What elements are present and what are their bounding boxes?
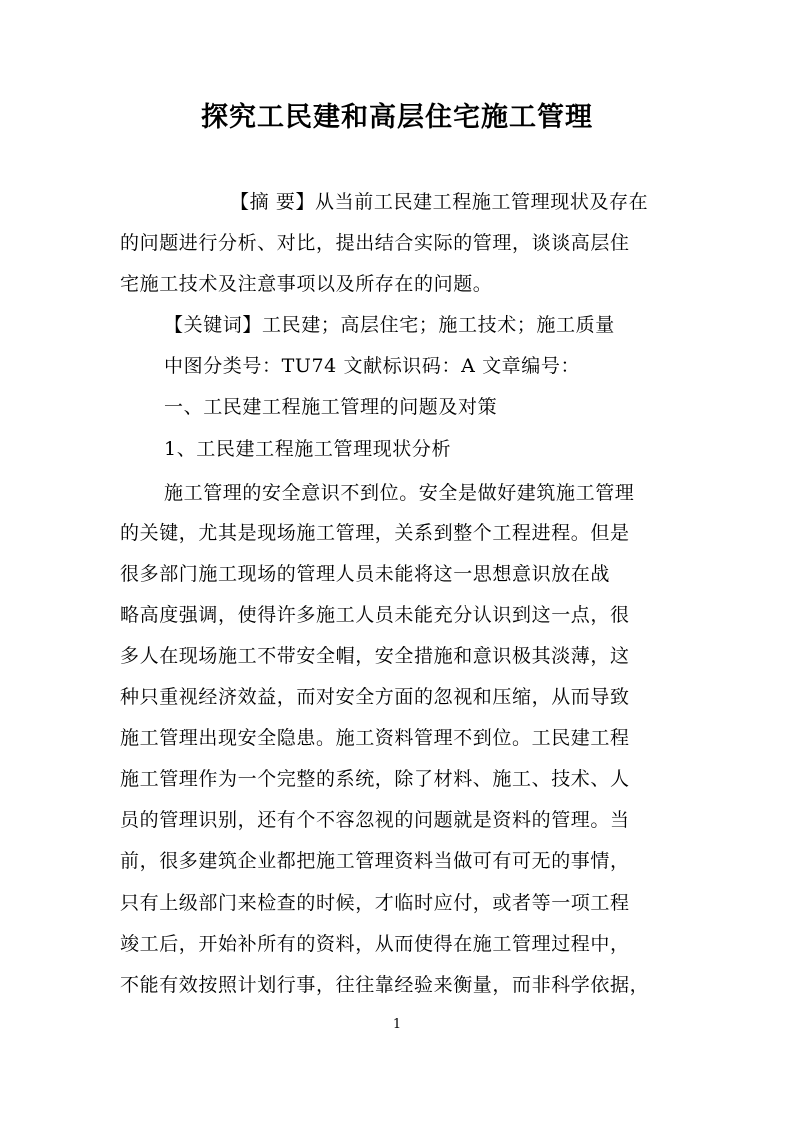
body-line: 种只重视经济效益，而对安全方面的忽视和压缩，从而导致 xyxy=(120,686,630,708)
body-line: 多人在现场施工不带安全帽，安全措施和意识极其淡薄，这 xyxy=(120,645,630,667)
body-line: 不能有效按照计划行事，往往靠经验来衡量，而非科学依据， xyxy=(120,974,650,996)
body-line: 很多部门施工现场的管理人员未能将这一思想意识放在战 xyxy=(120,563,611,585)
abstract-line: 【摘 要】从当前工民建工程施工管理现状及存在 xyxy=(230,191,649,213)
page-number: 1 xyxy=(392,1017,402,1032)
abstract-line: 的问题进行分析、对比，提出结合实际的管理，谈谈高层住 xyxy=(120,232,630,254)
classification: 中图分类号：TU74 文献标识码：A 文章编号： xyxy=(164,355,581,377)
page-title: 探究工民建和高层住宅施工管理 xyxy=(201,102,593,133)
body-line: 前，很多建筑企业都把施工管理资料当做可有可无的事情， xyxy=(120,850,630,872)
body-line: 竣工后，开始补所有的资料，从而使得在施工管理过程中， xyxy=(120,933,630,955)
abstract-line: 宅施工技术及注意事项以及所存在的问题。 xyxy=(120,273,493,295)
body-line: 略高度强调，使得许多施工人员未能充分认识到这一点，很 xyxy=(120,604,630,626)
body-line: 只有上级部门来检查的时候，才临时应付，或者等一项工程 xyxy=(120,892,630,914)
section-heading: 一、工民建工程施工管理的问题及对策 xyxy=(164,396,498,418)
body-line: 施工管理的安全意识不到位。安全是做好建筑施工管理 xyxy=(164,482,635,504)
keywords: 【关键词】工民建；高层住宅；施工技术；施工质量 xyxy=(164,314,615,336)
body-line: 施工管理作为一个完整的系统，除了材料、施工、技术、人 xyxy=(120,768,630,790)
subsection-heading: 1、工民建工程施工管理现状分析 xyxy=(164,438,452,460)
body-line: 施工管理出现安全隐患。施工资料管理不到位。工民建工程 xyxy=(120,727,630,749)
body-line: 员的管理识别，还有个不容忽视的问题就是资料的管理。当 xyxy=(120,809,630,831)
body-line: 的关键，尤其是现场施工管理，关系到整个工程进程。但是 xyxy=(120,522,630,544)
